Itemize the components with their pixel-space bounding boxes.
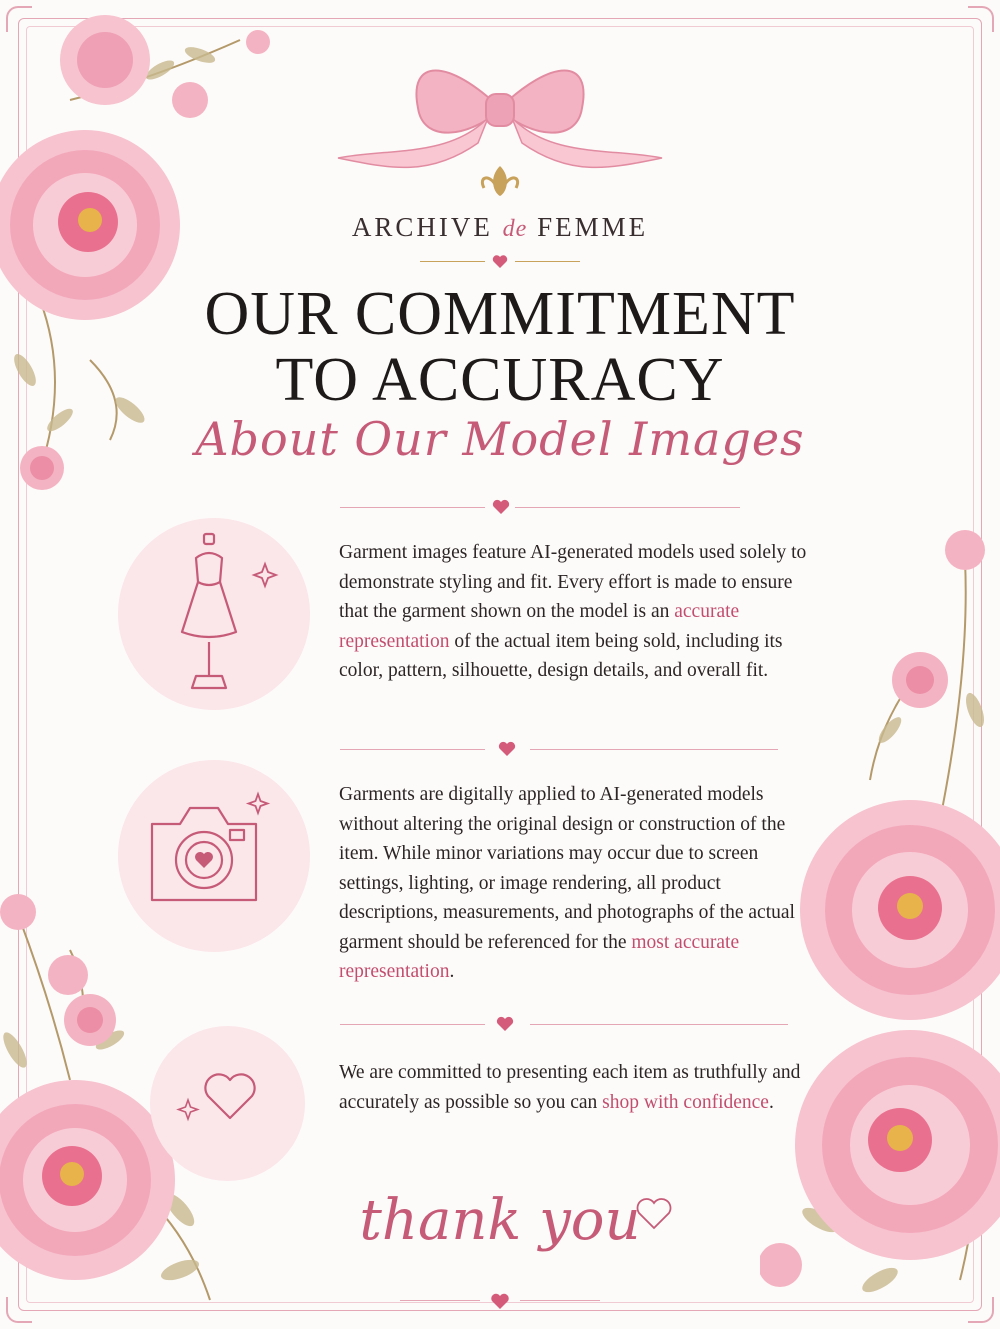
divider — [520, 1300, 600, 1301]
heart-icon — [492, 499, 510, 515]
divider — [530, 1024, 788, 1025]
ribbon-bow-icon — [328, 48, 672, 198]
heart-outline-icon — [634, 1196, 674, 1232]
highlight-text: accurate representation — [339, 601, 740, 652]
heart-icon — [498, 741, 516, 757]
section-3-text: We are committed to presenting each item as truthfully and accurately as possible so you can shop with confidence. — [339, 1062, 801, 1113]
heart-icon — [492, 254, 508, 269]
divider — [340, 749, 485, 750]
page-subtitle: About Our Model Images — [195, 412, 805, 466]
brand-name — [0, 212, 1000, 243]
divider — [515, 261, 580, 262]
dress-form-icon — [160, 528, 290, 708]
divider — [420, 261, 485, 262]
brand-name-right: FEMME — [537, 212, 649, 242]
divider — [340, 507, 485, 508]
section-2-text: Garments are digitally applied to AI-generated models without altering the original design or construction of the item. While minor variations may occur due to screen settings, lighting, or image rendering, all product descriptions, measurements, and photographs of the actual garment should be referenced for the most accurate representation. — [339, 784, 795, 982]
divider — [530, 749, 778, 750]
heart-outline-icon — [170, 1048, 280, 1158]
camera-icon — [144, 788, 274, 918]
brand-name-left: ARCHIVE — [351, 212, 493, 242]
brand-name-mid: de — [502, 216, 528, 242]
closing-signature: thank you — [359, 1188, 641, 1253]
section-1-text: Garment images feature AI-generated models used solely to demonstrate styling and fit. Every effort is made to ensure that the garment shown on the model is an accurate representation of the actual item being sold, including its color, pattern, silhouette, design details, and overall fit. — [339, 542, 807, 681]
divider — [515, 507, 740, 508]
highlight-text: most accurate representation — [339, 931, 740, 982]
divider — [340, 1024, 485, 1025]
page-title-line1: OUR COMMITMENT — [204, 280, 796, 348]
corner-flourish — [968, 6, 994, 32]
divider — [400, 1300, 480, 1301]
highlight-text: shop with confidence — [602, 1091, 769, 1113]
page-title-line2: TO ACCURACY — [275, 346, 725, 414]
heart-icon — [490, 1292, 510, 1310]
heart-icon — [496, 1016, 514, 1032]
